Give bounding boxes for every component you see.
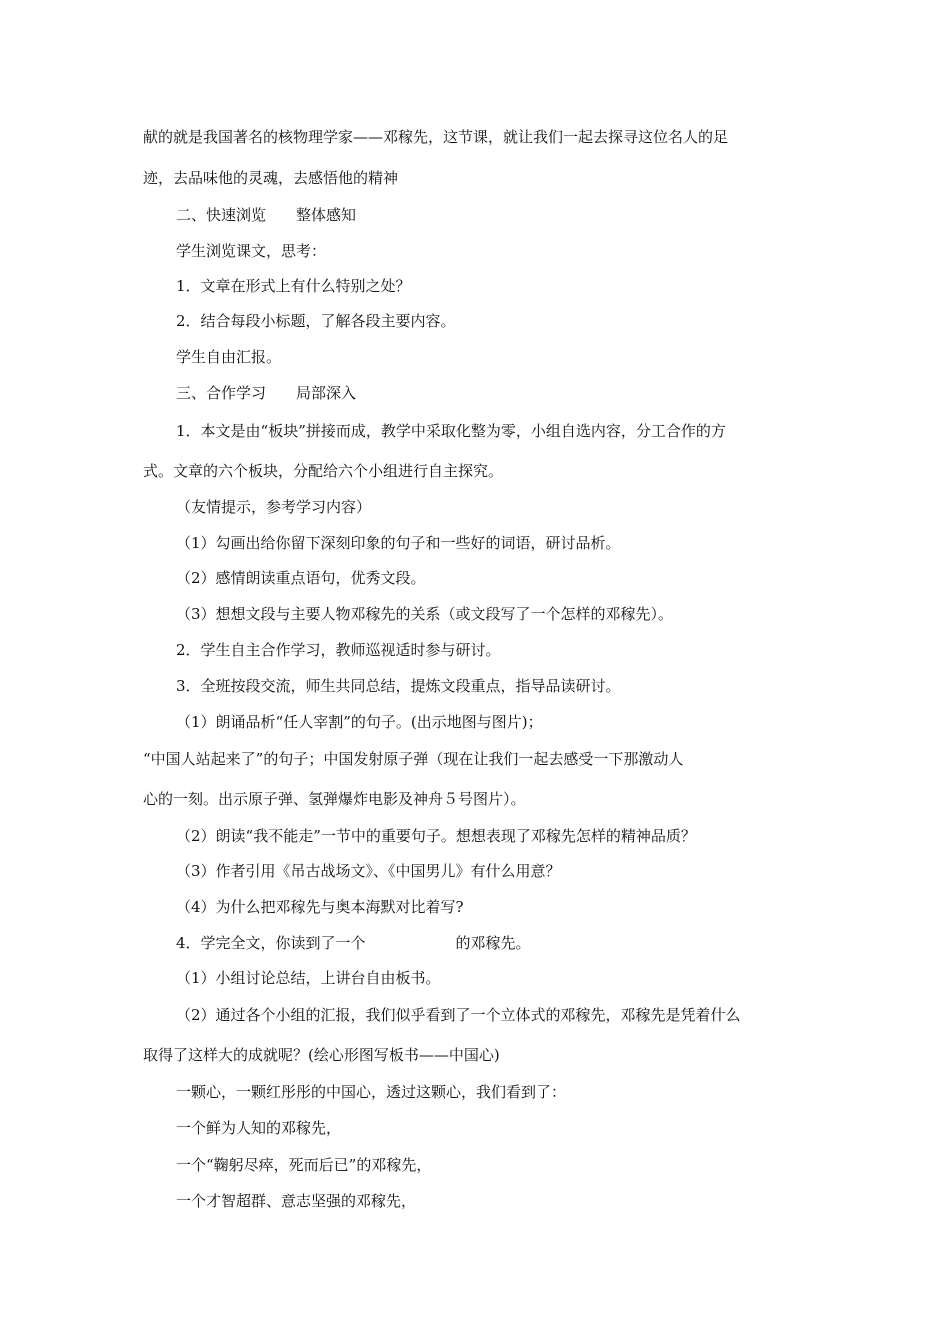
text-line: 3．全班按段交流，师生共同总结，提炼文段重点，指导品读研讨。 [176,677,621,695]
text-line: “中国人站起来了”的句子；中国发射原子弹（现在让我们一起去感受一下那激动人 [143,750,684,768]
text-line: 2．学生自主合作学习，教师巡视适时参与研讨。 [176,641,501,659]
text-line: （2）朗读“我不能走”一节中的重要句子。想想表现了邓稼先怎样的精神品质？ [176,827,696,845]
text-line: （3）想想文段与主要人物邓稼先的关系（或文段写了一个怎样的邓稼先）。 [176,605,674,623]
text-line: （1）勾画出给你留下深刻印象的句子和一些好的词语，研讨品析。 [176,534,621,552]
section-heading: 三、合作学习 局部深入 [176,384,357,402]
text-line: （3）作者引用《吊古战场文》、《中国男儿》有什么用意？ [176,862,561,880]
text-line: 一个才智超群、意志坚强的邓稼先， [176,1192,417,1210]
text-line: （2）通过各个小组的汇报，我们似乎看到了一个立体式的邓稼先，邓稼先是凭着什么 [176,1006,741,1024]
text-line: 学生自由汇报。 [176,348,282,366]
text-line: 一个鲜为人知的邓稼先， [176,1119,342,1137]
text-line: 1．文章在形式上有什么特别之处？ [176,277,411,295]
text-line: （1）小组讨论总结，上讲台自由板书。 [176,969,441,987]
text-line: 迹，去品味他的灵魂，去感悟他的精神 [143,169,399,187]
text-line: （4）为什么把邓稼先与奥本海默对比着写? [176,898,464,916]
text-line: （友情提示，参考学习内容） [176,498,372,516]
text-line: 一个“鞠躬尽瘁，死而后已”的邓稼先， [176,1156,432,1174]
text-line: 1．本文是由“板块”拼接而成，教学中采取化整为零，小组自选内容，分工合作的方 [176,422,726,440]
section-heading: 二、快速浏览 整体感知 [176,206,357,224]
text-line: 式。文章的六个板块，分配给六个小组进行自主探究。 [143,462,504,480]
text-line: （2）感情朗读重点语句，优秀文段。 [176,569,426,587]
text-line: 取得了这样大的成就呢？(绘心形图写板书——中国心) [143,1046,500,1064]
text-line: 献的就是我国著名的核物理学家——邓稼先，这节课，就让我们一起去探寻这位名人的足 [143,128,729,146]
text-line: 2．结合每段小标题，了解各段主要内容。 [176,312,456,330]
text-line: 学生浏览课文，思考： [176,242,327,260]
text-line: 4．学完全文，你读到了一个 的邓稼先。 [176,934,531,952]
text-line: （1）朗诵品析“任人宰割”的句子。(出示地图与图片)； [176,713,543,731]
text-line: 一颗心，一颗红彤彤的中国心，透过这颗心，我们看到了： [176,1083,567,1101]
text-line: 心的一刻。出示原子弹、氢弹爆炸电影及神舟５号图片）。 [143,790,526,808]
